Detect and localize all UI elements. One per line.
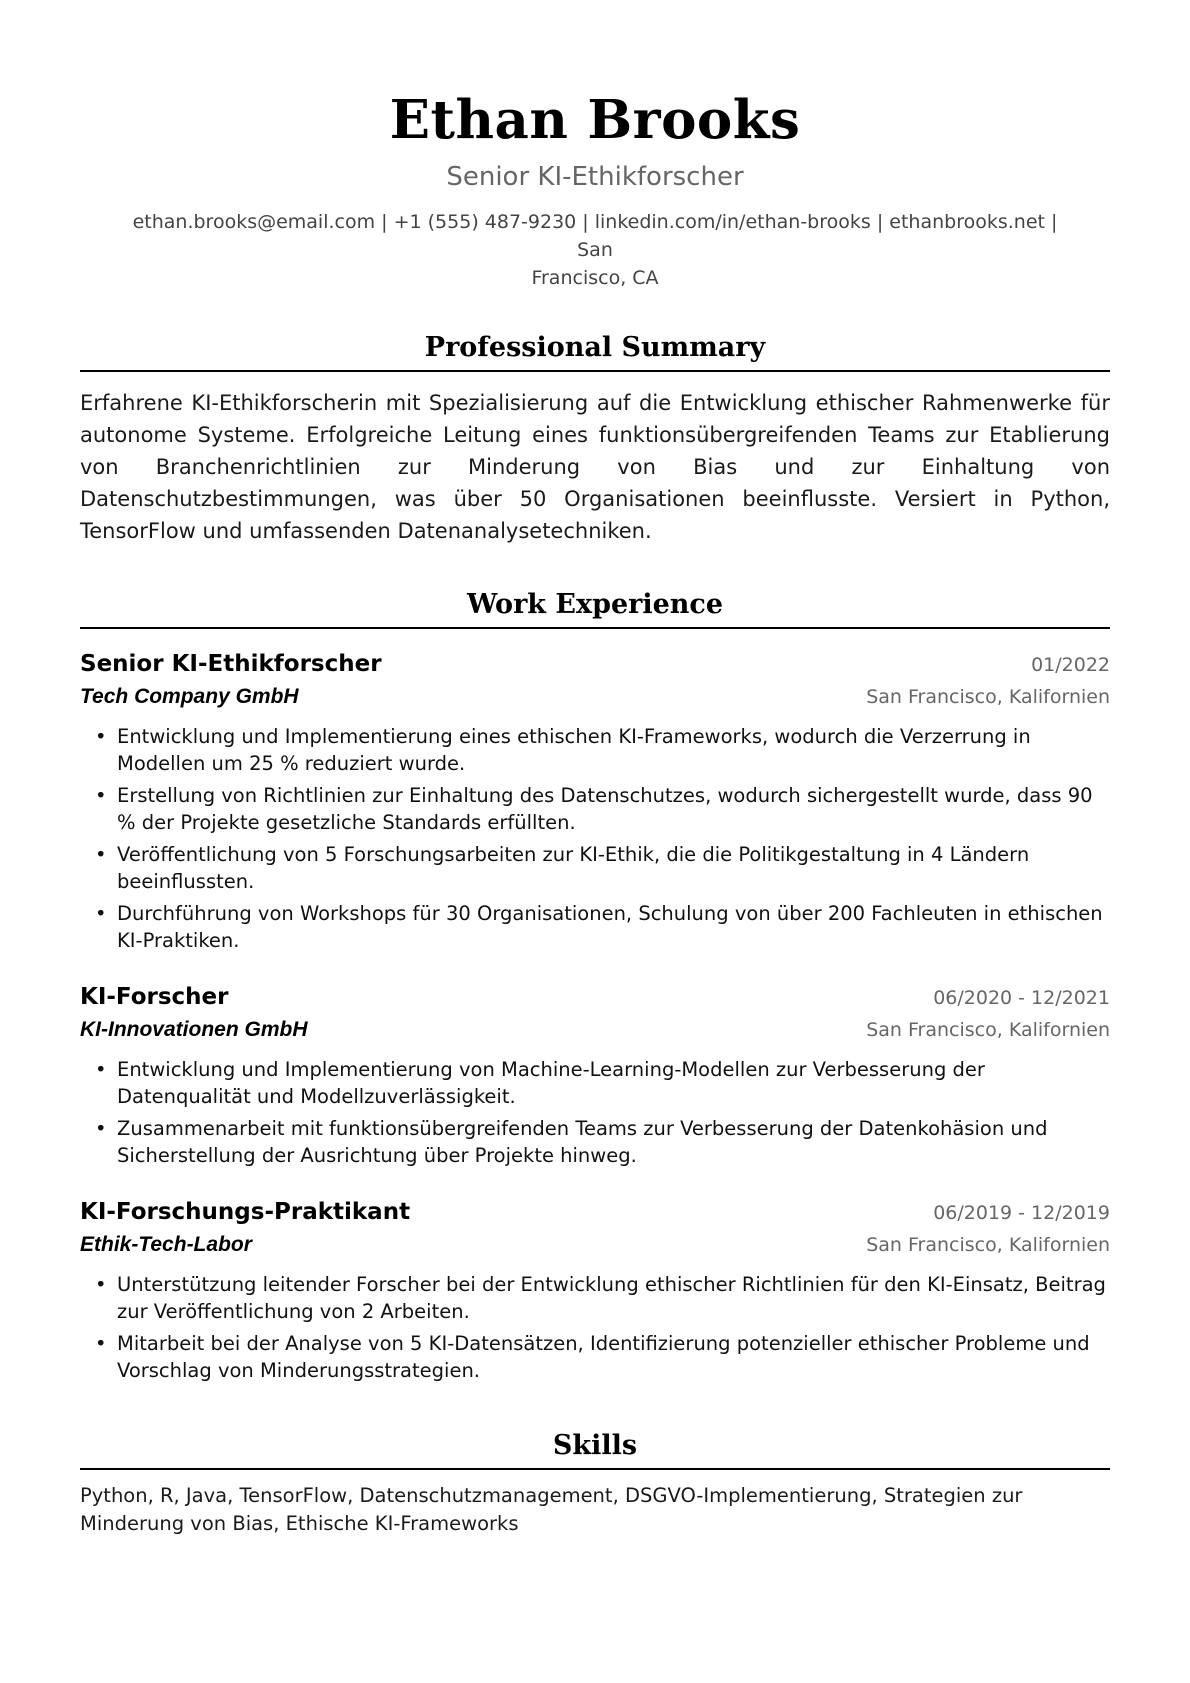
job-entry bbox=[80, 1195, 1110, 1384]
job-bullets bbox=[80, 1056, 1110, 1169]
job-bullet: • Unterstützung leitender Forscher bei der Entwicklung ethischer Richtlinien für den KI-Einsatz, Beitrag zur Veröffentlichung von 2 Arbeiten. bbox=[117, 1271, 1110, 1325]
job-title: KI-Forschungs-Praktikant bbox=[80, 1199, 411, 1225]
job-title: KI-Forscher bbox=[80, 984, 229, 1010]
job-bullet: • Mitarbeit bei der Analyse von 5 KI-Datensätzen, Identifizierung potenzieller ethischer Probleme und Vorschlag von Minderungsstrategien. bbox=[117, 1330, 1110, 1384]
job-bullet: • Erstellung von Richtlinien zur Einhaltung des Datenschutzes, wodurch sichergestellt wurde, dass 90 % der Projekte gesetzliche Standards erfüllten. bbox=[117, 782, 1110, 836]
job-company: Ethik-Tech-Labor bbox=[80, 1233, 252, 1256]
job-company: Tech Company GmbH bbox=[80, 685, 299, 708]
job-title: Senior KI-Ethikforscher bbox=[80, 651, 382, 677]
job-entry bbox=[80, 980, 1110, 1169]
job-bullet: • Veröffentlichung von 5 Forschungsarbeiten zur KI-Ethik, die die Politikgestaltung in 4 Ländern beeinflussten. bbox=[117, 841, 1110, 895]
job-date: 01/2022 bbox=[1031, 654, 1110, 676]
job-bullet: • Entwicklung und Implementierung eines ethischen KI-Frameworks, wodurch die Verzerrung in Modellen um 25 % reduziert wurde. bbox=[117, 723, 1110, 777]
job-bullet: • Entwicklung und Implementierung von Machine-Learning-Modellen zur Verbesserung der Datenqualität und Modellzuverlässigkeit. bbox=[117, 1056, 1110, 1110]
job-location: San Francisco, Kalifornien bbox=[866, 1019, 1110, 1041]
job-entry bbox=[80, 647, 1110, 954]
contact-info bbox=[115, 208, 1075, 292]
job-date: 06/2020 - 12/2021 bbox=[933, 987, 1110, 1009]
job-location: San Francisco, Kalifornien bbox=[866, 686, 1110, 708]
skills-section bbox=[80, 1428, 1110, 1538]
job-bullets bbox=[80, 723, 1110, 954]
skills-text: Python, R, Java, TensorFlow, Datenschutzmanagement, DSGVO-Implementierung, Strategien zur Minderung von Bias, Ethische KI-Frameworks bbox=[80, 1484, 1023, 1535]
job-company: KI-Innovationen GmbH bbox=[80, 1018, 308, 1041]
candidate-title: Senior KI-Ethikforscher bbox=[446, 162, 744, 192]
job-location: San Francisco, Kalifornien bbox=[866, 1234, 1110, 1256]
section-heading-experience: Work Experience bbox=[80, 587, 1110, 629]
contact-line-1: ethan.brooks@email.com | +1 (555) 487-9230 | linkedin.com/in/ethan-brooks | ethanbrooks.net | San bbox=[132, 211, 1058, 261]
job-bullet: • Zusammenarbeit mit funktionsübergreifenden Teams zur Verbesserung der Datenkohäsion und Sicherstellung der Ausrichtung über Projekte hinweg. bbox=[117, 1115, 1110, 1169]
contact-line-2: Francisco, CA bbox=[531, 267, 659, 289]
summary-text: Erfahrene KI-Ethikforscherin mit Spezialisierung auf die Entwicklung ethischer Rahmenwerke für autonome Systeme. Erfolgreiche Leitung eines funktionsübergreifenden Teams zur Etablierung von Branchenrichtlinien zur Minderung von Bias und zur Einhaltung von Datenschutzbestimmungen, was über 50 Organisationen beeinflusste. Versiert in Python, TensorFlow und umfassenden Datenanalysetechniken. bbox=[80, 391, 1110, 543]
job-bullets bbox=[80, 1271, 1110, 1384]
summary-section bbox=[80, 330, 1110, 547]
candidate-name: Ethan Brooks bbox=[389, 89, 801, 151]
job-bullet: • Durchführung von Workshops für 30 Organisationen, Schulung von über 200 Fachleuten in ethischen KI-Praktiken. bbox=[117, 900, 1110, 954]
experience-section bbox=[80, 587, 1110, 1384]
job-date: 06/2019 - 12/2019 bbox=[933, 1202, 1110, 1224]
section-heading-summary: Professional Summary bbox=[80, 330, 1110, 372]
section-heading-skills: Skills bbox=[80, 1428, 1110, 1470]
